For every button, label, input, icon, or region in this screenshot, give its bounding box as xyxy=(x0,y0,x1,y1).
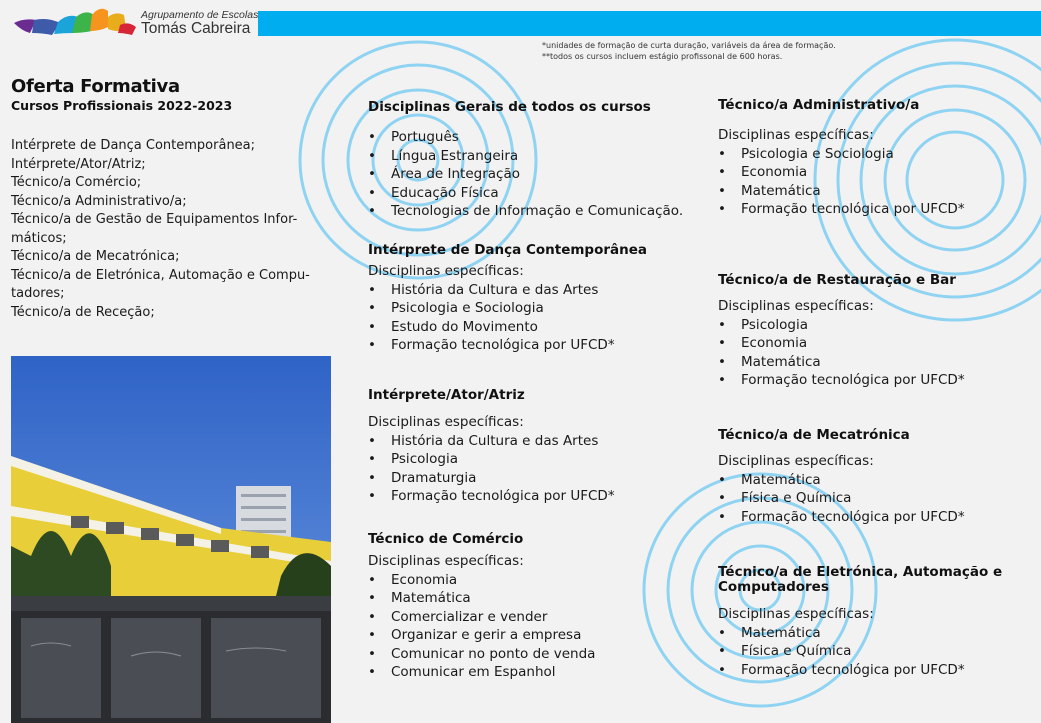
list-item: Técnico/a de Mecatrónica; xyxy=(11,249,180,264)
section-spec-label: Disciplinas específicas: xyxy=(718,453,874,469)
list-item: • Economia xyxy=(368,571,595,590)
list-item: máticos; xyxy=(11,230,67,246)
section-comercio xyxy=(368,532,595,682)
list-item: • Dramaturgia xyxy=(368,469,615,488)
section-title: Técnico de Comércio xyxy=(368,531,524,547)
list-item: • Estudo do Movimento xyxy=(368,318,647,337)
list-item: • Psicologia xyxy=(718,316,965,335)
list-item: • Português xyxy=(368,128,683,147)
list-item: • Matemática xyxy=(718,624,1002,643)
list-item: • Língua Estrangeira xyxy=(368,147,683,166)
footnote-estagio: **todos os cursos incluem estágio profissonal de 600 horas. xyxy=(542,52,783,61)
list-item: • Educação Física xyxy=(368,184,683,203)
section-ator xyxy=(368,388,615,506)
list-item: • Formação tecnológica por UFCD* xyxy=(718,661,1002,680)
list-item: • Psicologia xyxy=(368,450,615,469)
course-list xyxy=(11,137,329,322)
section-title-line: Técnico/a de Eletrónica, Automação e xyxy=(718,564,1003,580)
list-item: • Formação tecnológica por UFCD* xyxy=(718,508,965,527)
footnote-ufcd: *unidades de formação de curta duração, variáveis da área de formação. xyxy=(542,41,836,50)
list-item: • Comunicar em Espanhol xyxy=(368,663,595,682)
section-spec-label: Disciplinas específicas: xyxy=(718,127,874,143)
section-title: Técnico/a Administrativo/a xyxy=(718,97,920,113)
list-item: • Área de Integração xyxy=(368,165,683,184)
list-item: tadores; xyxy=(11,286,65,301)
list-item: Técnico/a de Receção; xyxy=(11,304,155,320)
page-subtitle: Cursos Profissionais 2022-2023 xyxy=(11,98,233,113)
list-item: • Comercializar e vender xyxy=(368,608,595,627)
list-item: • Formação tecnológica por UFCD* xyxy=(718,200,965,219)
school-building-photo xyxy=(11,356,331,723)
list-item: • Tecnologias de Informação e Comunicação. xyxy=(368,202,683,221)
list-item: • História da Cultura e das Artes xyxy=(368,281,647,300)
list-item: • Matemática xyxy=(718,353,965,372)
list-item: Técnico/a Administrativo/a; xyxy=(11,193,187,209)
section-spec-label: Disciplinas específicas: xyxy=(368,263,524,279)
header-bar xyxy=(258,11,1041,36)
list-item: Técnico/a de Gestão de Equipamentos Infor- xyxy=(11,212,298,227)
section-mecatronica xyxy=(718,428,965,526)
section-title: Técnico/a de Mecatrónica xyxy=(718,427,910,443)
section-disciplinas-gerais xyxy=(368,100,683,221)
section-eletronica xyxy=(718,565,1002,679)
list-item: Técnico/a Comércio; xyxy=(11,175,142,190)
section-title: Intérprete/Ator/Atriz xyxy=(368,387,525,403)
list-item: • Psicologia e Sociologia xyxy=(718,145,965,164)
list-item: Técnico/a de Eletrónica, Automação e Compu- xyxy=(11,267,310,283)
list-item: • Formação tecnológica por UFCD* xyxy=(718,371,965,390)
section-spec-label: Disciplinas específicas: xyxy=(718,606,874,622)
section-title: Técnico/a de Restauração e Bar xyxy=(718,272,956,288)
logo-subtitle: Agrupamento de Escolas xyxy=(141,9,259,21)
list-item: • Comunicar no ponto de venda xyxy=(368,645,595,664)
list-item: • Organizar e gerir a empresa xyxy=(368,626,595,645)
list-item: • Física e Química xyxy=(718,642,1002,661)
list-item: Intérprete/Ator/Atriz; xyxy=(11,156,146,172)
list-item: • História da Cultura e das Artes xyxy=(368,432,615,451)
list-item: Intérprete de Dança Contemporânea; xyxy=(11,138,256,153)
footnotes xyxy=(542,40,836,62)
list-item: • Economia xyxy=(718,334,965,353)
section-spec-label: Disciplinas específicas: xyxy=(368,414,524,430)
list-item: • Física e Química xyxy=(718,489,965,508)
page-title: Oferta Formativa xyxy=(11,76,180,97)
section-spec-label: Disciplinas específicas: xyxy=(368,553,524,569)
list-item: • Matemática xyxy=(368,589,595,608)
list-item: • Formação tecnológica por UFCD* xyxy=(368,487,615,506)
section-title-line: Computadores xyxy=(718,579,829,595)
section-title: Disciplinas Gerais de todos os cursos xyxy=(368,99,651,115)
section-danca xyxy=(368,243,647,355)
list-item: • Economia xyxy=(718,163,965,182)
section-restauracao xyxy=(718,273,965,390)
section-title: Intérprete de Dança Contemporânea xyxy=(368,242,647,258)
logo-school-name: Tomás Cabreira xyxy=(141,20,251,37)
section-title xyxy=(718,565,1002,595)
list-item: • Matemática xyxy=(718,182,965,201)
list-item: • Psicologia e Sociologia xyxy=(368,299,647,318)
list-item: • Formação tecnológica por UFCD* xyxy=(368,336,647,355)
section-spec-label: Disciplinas específicas: xyxy=(718,298,874,314)
section-administrativo xyxy=(718,98,965,219)
list-item: • Matemática xyxy=(718,471,965,490)
